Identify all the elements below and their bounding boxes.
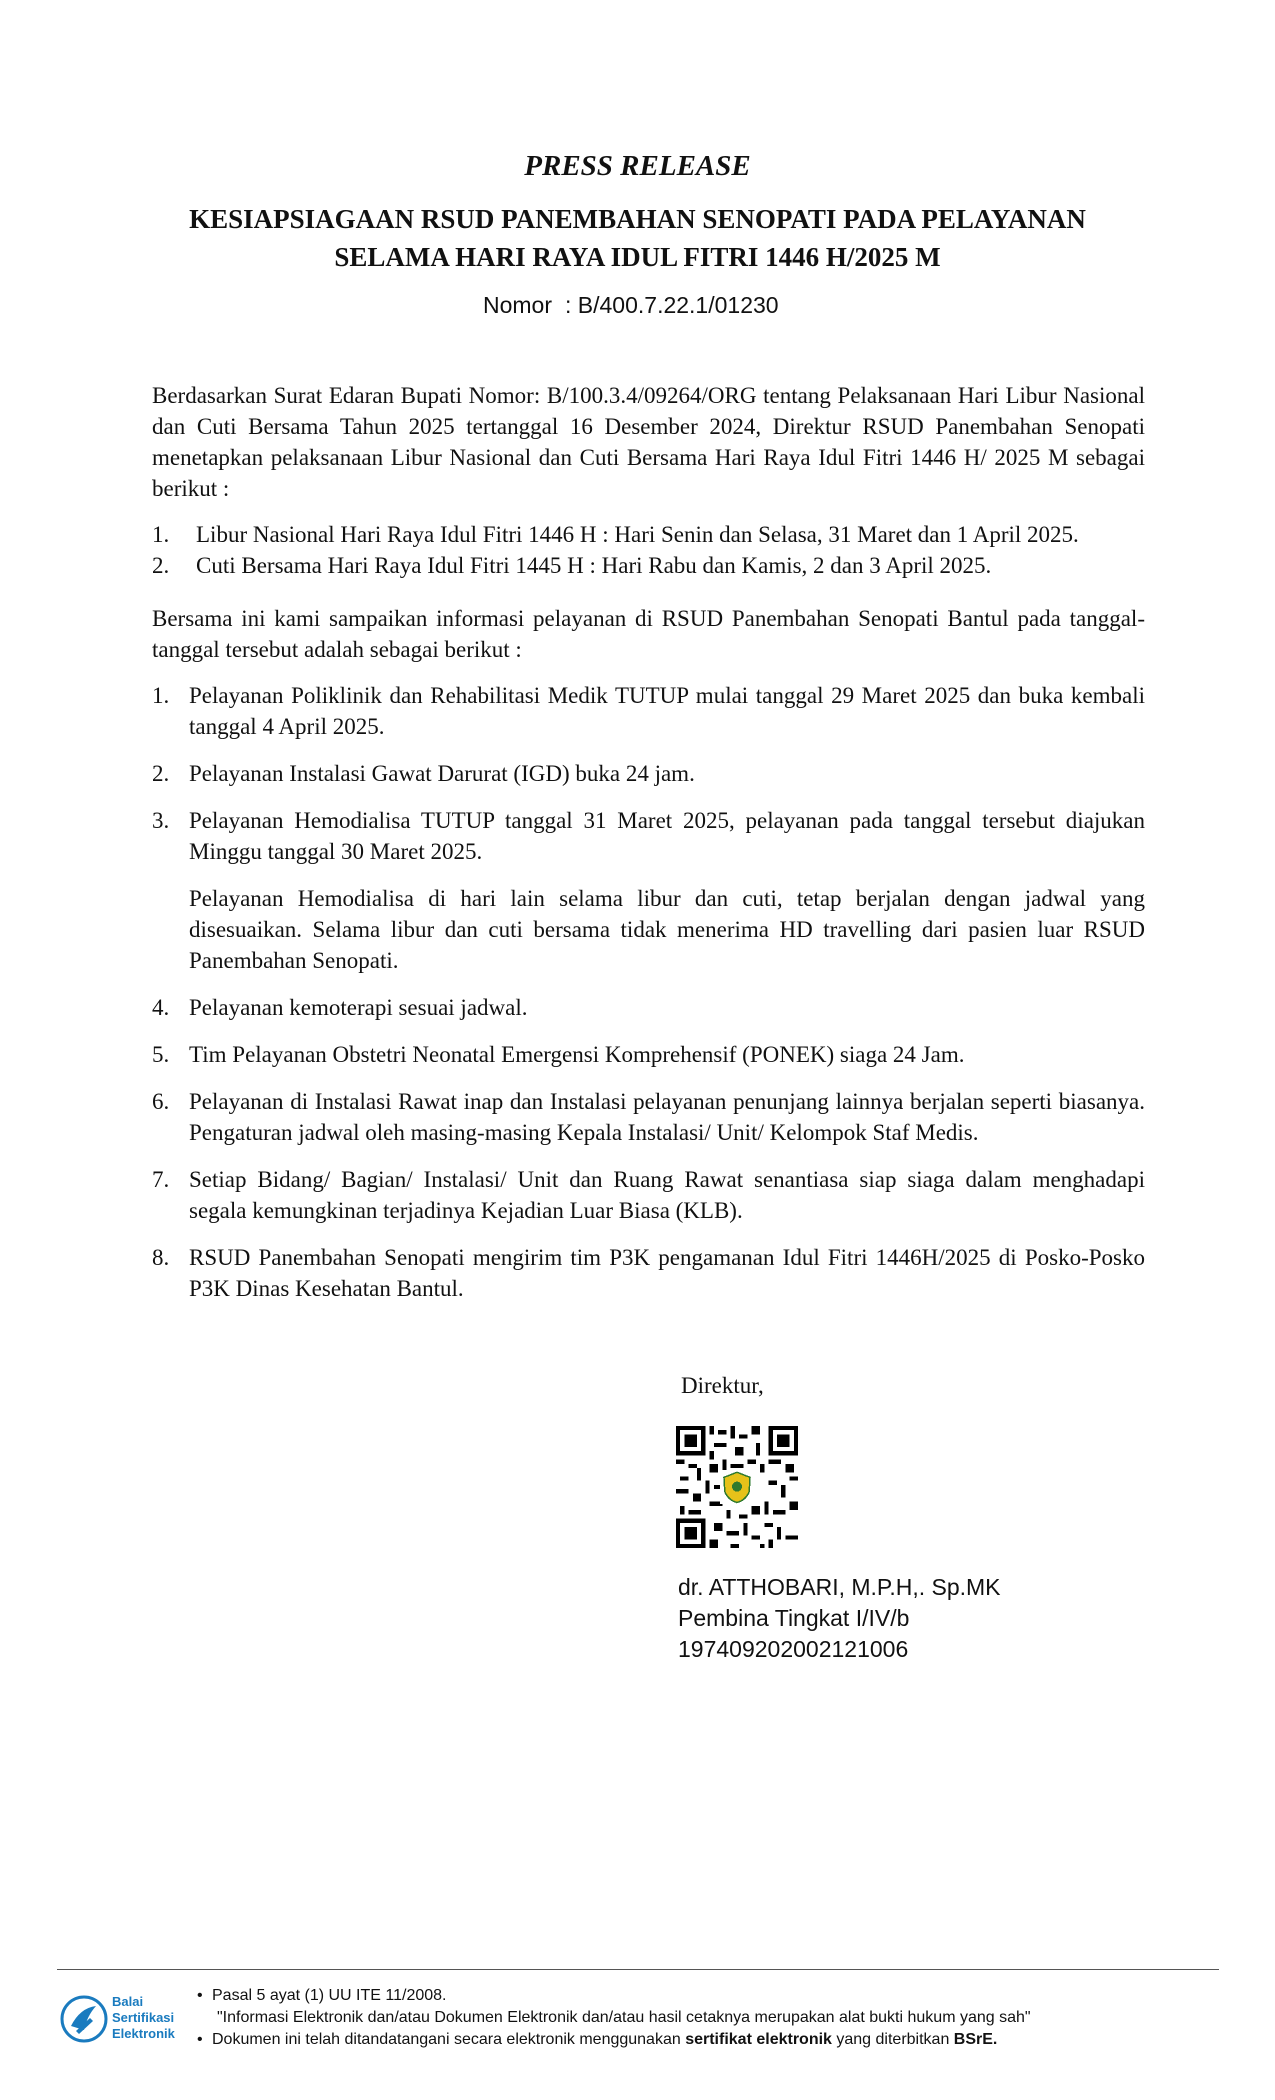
service-item — [152, 680, 1145, 742]
footer-signed-text-d: BSrE. — [953, 2031, 998, 2048]
document-heading — [150, 200, 1125, 276]
service-item — [152, 1086, 1145, 1148]
service-item — [152, 1164, 1145, 1226]
holiday-item — [152, 550, 1145, 581]
bullet-icon: • — [197, 2031, 203, 2048]
bullet-icon: • — [197, 1987, 203, 2004]
bsre-logo-text-2: Sertifikasi — [112, 2010, 175, 2025]
signatory-nip: 197409202002121006 — [678, 1636, 909, 1662]
service-item — [152, 1242, 1145, 1304]
service-number: 7. — [152, 1167, 170, 1192]
service-number: 4. — [152, 995, 170, 1020]
service-text: Pelayanan di Instalasi Rawat inap dan Instalasi pelayanan penunjang lainnya berjalan seperti biasanya. Pengaturan jadwal oleh masing-masing Kepala Instalasi/ Unit/ Kelompok Staf Medis. — [189, 1089, 1145, 1145]
bsre-logo-text-3: Elektronik — [112, 2026, 175, 2041]
holiday-text: Cuti Bersama Hari Raya Idul Fitri 1445 H : Hari Rabu dan Kamis, 2 dan 3 April 2025. — [196, 553, 992, 578]
footer-signed-text-a: Dokumen ini telah ditandatangani secara elektronik menggunakan — [212, 2031, 686, 2048]
signatory-rank: Pembina Tingkat I/IV/b — [678, 1605, 910, 1631]
heading-line-1: KESIAPSIAGAAN RSUD PANEMBAHAN SENOPATI PADA PELAYANAN — [189, 204, 1086, 234]
holiday-item — [152, 519, 1145, 550]
footer-signed-text-c: yang diterbitkan — [831, 2031, 954, 2048]
service-text: RSUD Panembahan Senopati mengirim tim P3K pengamanan Idul Fitri 1446H/2025 di Posko-Posko P3K Dinas Kesehatan Bantul. — [189, 1245, 1145, 1301]
footer-line-2: "Informasi Elektronik dan/atau Dokumen Elektronik dan/atau hasil cetaknya merupakan alat bukti hukum yang sah" — [217, 2009, 1031, 2026]
holiday-text: Libur Nasional Hari Raya Idul Fitri 1446 H : Hari Senin dan Selasa, 31 Maret dan 1 April 2025. — [196, 522, 1079, 547]
service-text: Tim Pelayanan Obstetri Neonatal Emergensi Komprehensif (PONEK) siaga 24 Jam. — [189, 1042, 965, 1067]
nomor-label: Nomor — [483, 292, 553, 318]
service-text: Setiap Bidang/ Bagian/ Instalasi/ Unit dan Ruang Rawat senantiasa siap siaga dalam menghadapi segala kemungkinan terjadinya Kejadian Luar Biasa (KLB). — [189, 1167, 1145, 1223]
holiday-number: 1. — [152, 522, 170, 547]
qr-code-icon — [676, 1426, 798, 1548]
bsre-logo — [60, 1988, 190, 2050]
services-intro-paragraph: Bersama ini kami sampaikan informasi pelayanan di RSUD Panembahan Senopati Bantul pada tanggal-tanggal tersebut adalah sebagai berikut : — [152, 606, 1145, 662]
services-list — [152, 680, 1145, 1320]
service-number: 2. — [152, 761, 170, 786]
press-release-title: PRESS RELEASE — [524, 150, 751, 182]
service-number: 5. — [152, 1042, 170, 1067]
bsre-logo-text-1: Balai — [112, 1994, 144, 2009]
footer-line-3 — [197, 2029, 1031, 2051]
signature-label: Direktur, — [681, 1373, 764, 1398]
service-item — [152, 992, 1145, 1023]
service-item — [152, 805, 1145, 976]
service-text: Pelayanan Instalasi Gawat Darurat (IGD) buka 24 jam. — [189, 761, 695, 786]
footer-divider — [57, 1969, 1219, 1970]
signatory-name: dr. ATTHOBARI, M.P.H,. Sp.MK — [678, 1574, 1001, 1600]
service-number: 3. — [152, 808, 170, 833]
footer-notes — [197, 1985, 1031, 2051]
service-item — [152, 758, 1145, 789]
signatory-block — [678, 1572, 1001, 1665]
service-extra-text: Pelayanan Hemodialisa di hari lain selama libur dan cuti, tetap berjalan dengan jadwal yang disesuaikan. Selama libur dan cuti bersama tidak menerima HD travelling dari pasien luar RSUD Panembahan Senopati. — [189, 886, 1145, 973]
intro-paragraph: Berdasarkan Surat Edaran Bupati Nomor: B/100.3.4/09264/ORG tentang Pelaksanaan Hari Libur Nasional dan Cuti Bersama Tahun 2025 tertanggal 16 Desember 2024, Direktur RSUD Panembahan Senopati menetapkan pelaksanaan Libur Nasional dan Cuti Bersama Hari Raya Idul Fitri 1446 H/ 2025 M sebagai berikut : — [152, 383, 1145, 501]
service-text: Pelayanan Poliklinik dan Rehabilitasi Medik TUTUP mulai tanggal 29 Maret 2025 dan buka kembali tanggal 4 April 2025. — [189, 683, 1145, 739]
heading-line-2: SELAMA HARI RAYA IDUL FITRI 1446 H/2025 M — [334, 242, 941, 272]
service-text: Pelayanan Hemodialisa TUTUP tanggal 31 Maret 2025, pelayanan pada tanggal tersebut diajukan Minggu tanggal 30 Maret 2025. — [189, 808, 1145, 864]
service-number: 8. — [152, 1245, 170, 1270]
footer-signed-text-b: sertifikat elektronik — [685, 2031, 832, 2048]
service-number: 1. — [152, 683, 170, 708]
service-item — [152, 1039, 1145, 1070]
nomor-value: : B/400.7.22.1/01230 — [565, 292, 779, 318]
service-text: Pelayanan kemoterapi sesuai jadwal. — [189, 995, 528, 1020]
footer-law-reference: Pasal 5 ayat (1) UU ITE 11/2008. — [212, 1987, 447, 2004]
holiday-number: 2. — [152, 553, 170, 578]
service-number: 6. — [152, 1089, 170, 1114]
footer-line-1 — [197, 1985, 1031, 2007]
document-number — [483, 292, 779, 319]
holiday-list — [152, 519, 1145, 581]
